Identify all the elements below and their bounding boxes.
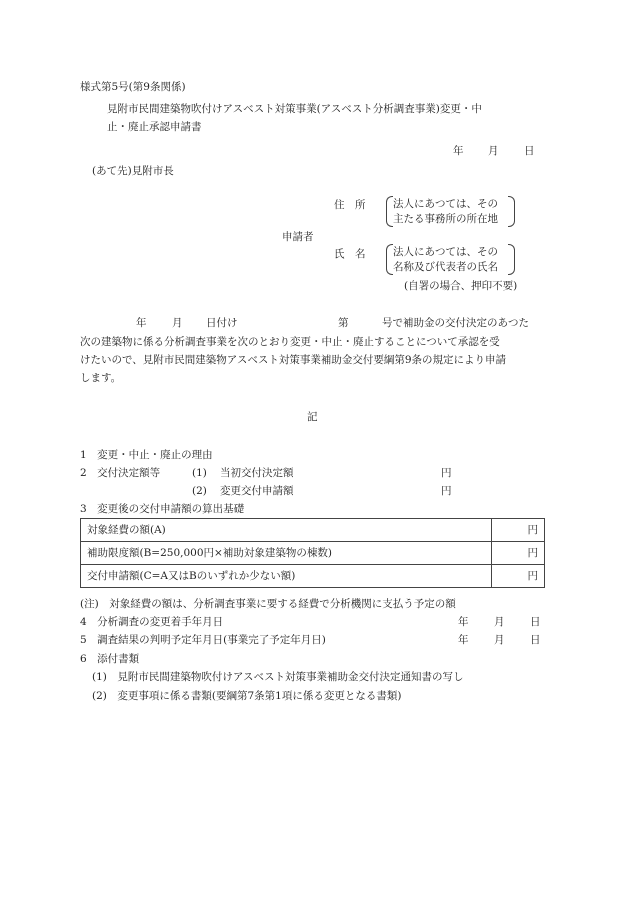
ki-heading: 記 xyxy=(307,411,318,423)
item-2-2-unit: 円 xyxy=(441,485,452,497)
name-bracket-right xyxy=(508,244,515,275)
item-2: 2 交付決定額等 xyxy=(80,467,161,479)
table-row xyxy=(81,565,545,588)
body-line1-rest: 号で補助金の交付決定のあつた xyxy=(382,317,529,329)
signature-note: (自署の場合、押印不要) xyxy=(404,280,518,292)
item-2-2-no: (2) xyxy=(192,485,207,497)
name-note-1: 法人にあつては、その xyxy=(393,246,498,258)
name-label: 氏 名 xyxy=(334,248,366,260)
item-5-day: 日 xyxy=(530,634,541,646)
body-month: 月 xyxy=(172,317,183,329)
item-4: 4 分析調査の変更着手年月日 xyxy=(80,616,224,628)
item-5: 5 調査結果の判明予定年月日(事業完了予定年月日) xyxy=(80,634,326,646)
body-day: 日付け xyxy=(206,317,238,329)
addressee: (あて先)見附市長 xyxy=(92,165,174,177)
table-note: (注) 対象経費の額は、分析調査事業に要する経費で分析機関に支払う予定の額 xyxy=(80,598,456,610)
form-title-line-1: 見附市民間建築物吹付けアスベスト対策事業(アスベスト分析調査事業)変更・中 xyxy=(107,103,482,115)
attachment-1: (1) 見附市民間建築物吹付けアスベスト対策事業補助金交付決定通知書の写し xyxy=(92,671,464,683)
address-bracket-left xyxy=(386,196,393,227)
table-cell-label: 補助限度額(B=250,000円×補助対象建築物の棟数) xyxy=(81,542,492,565)
body-line-3: けたいので、見附市民間建築物アスベスト対策事業補助金交付要綱第9条の規定により申請 xyxy=(80,354,507,366)
item-2-1-no: (1) xyxy=(192,467,207,479)
date-year: 年 xyxy=(453,145,464,157)
name-bracket-left xyxy=(386,244,393,275)
item-4-day: 日 xyxy=(530,616,541,628)
body-line-4: します。 xyxy=(80,372,122,384)
address-note-1: 法人にあつては、その xyxy=(393,198,498,210)
item-6: 6 添付書類 xyxy=(80,653,140,665)
table-cell-unit: 円 xyxy=(492,519,545,542)
date-month: 月 xyxy=(488,145,499,157)
body-line-2: 次の建築物に係る分析調査事業を次のとおり変更・中止・廃止することについて承認を受 xyxy=(80,336,500,348)
calculation-table xyxy=(80,518,545,588)
name-note-2: 名称及び代表者の氏名 xyxy=(393,261,498,273)
table-row xyxy=(81,542,545,565)
applicant-label: 申請者 xyxy=(282,231,314,243)
item-5-month: 月 xyxy=(494,634,505,646)
table-cell-label: 対象経費の額(A) xyxy=(81,519,492,542)
item-5-year: 年 xyxy=(458,634,469,646)
date-day: 日 xyxy=(524,145,535,157)
table-cell-unit: 円 xyxy=(492,565,545,588)
address-label: 住 所 xyxy=(334,199,366,211)
form-title-line-2: 止・廃止承認申請書 xyxy=(107,121,202,133)
body-no: 第 xyxy=(338,317,349,329)
item-4-year: 年 xyxy=(458,616,469,628)
item-2-1-unit: 円 xyxy=(441,467,452,479)
table-cell-label: 交付申請額(C=A又はBのいずれか少ない額) xyxy=(81,565,492,588)
item-2-1-label: 当初交付決定額 xyxy=(220,467,294,479)
table-row xyxy=(81,519,545,542)
form-number: 様式第5号(第9条関係) xyxy=(80,81,186,93)
item-2-2-label: 変更交付申請額 xyxy=(220,485,294,497)
table-cell-unit: 円 xyxy=(492,542,545,565)
address-note-2: 主たる事務所の所在地 xyxy=(393,213,498,225)
body-year: 年 xyxy=(136,317,147,329)
attachment-2: (2) 変更事項に係る書類(要綱第7条第1項に係る変更となる書類) xyxy=(92,690,402,702)
item-3: 3 変更後の交付申請額の算出基礎 xyxy=(80,503,245,515)
address-bracket-right xyxy=(508,196,515,227)
item-4-month: 月 xyxy=(494,616,505,628)
item-1: 1 変更・中止・廃止の理由 xyxy=(80,449,213,461)
